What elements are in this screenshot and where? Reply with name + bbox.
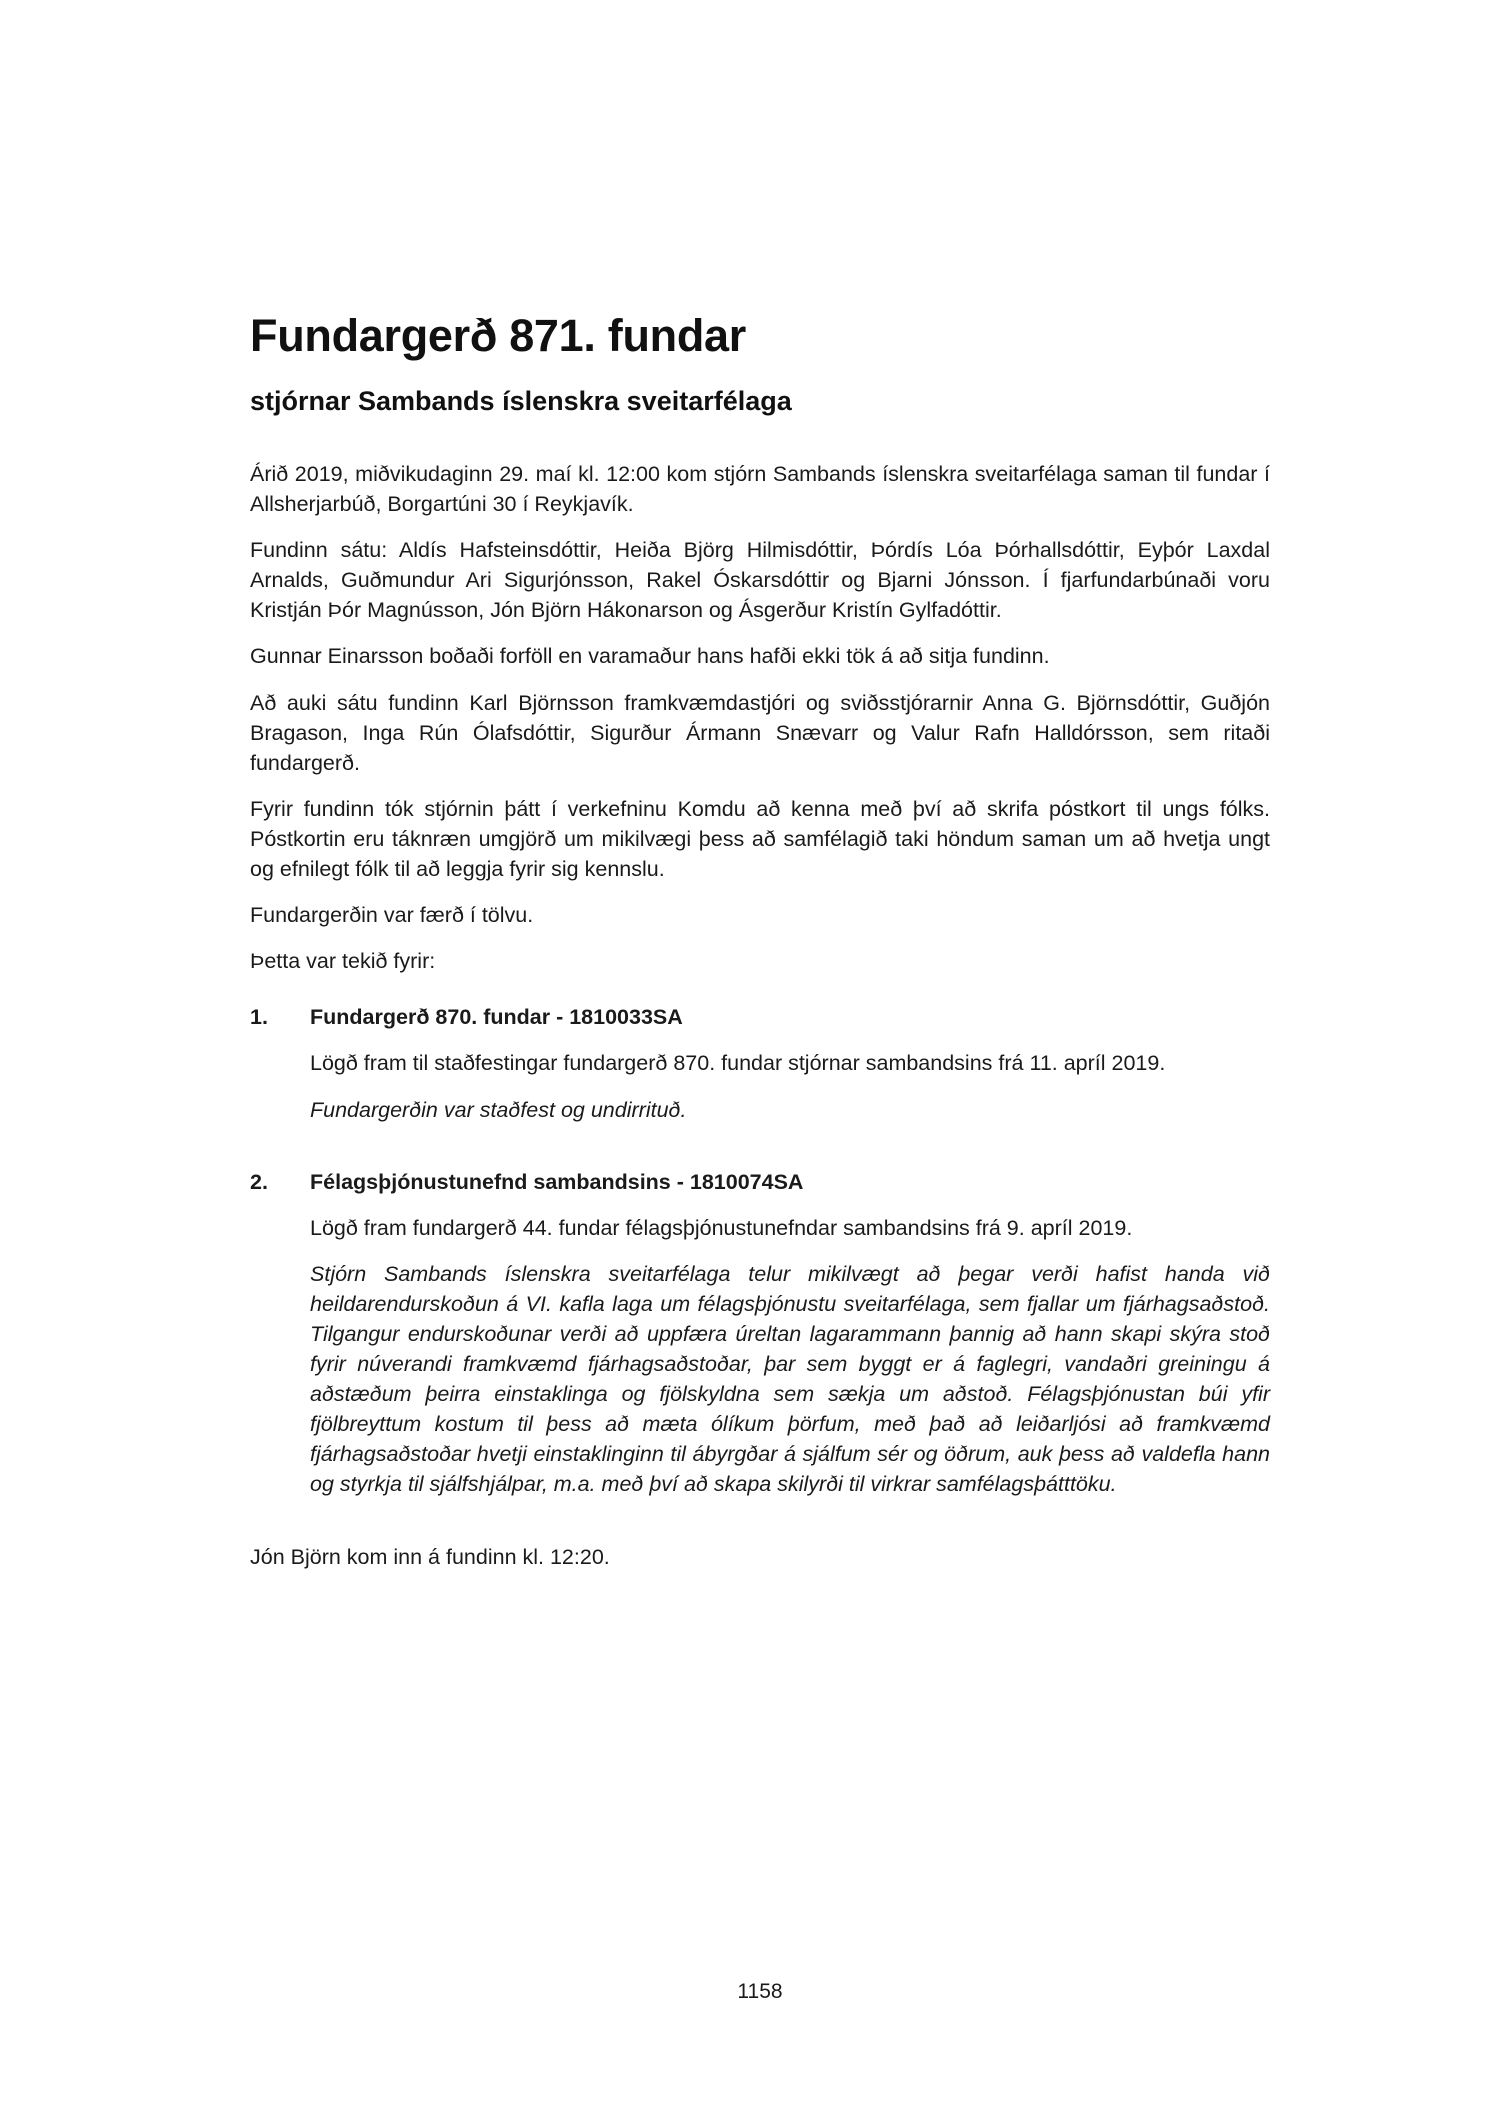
agenda-item-content bbox=[310, 1002, 1270, 1140]
paragraph-minutes-note: Fundargerðin var færð í tölvu. bbox=[250, 903, 534, 928]
agenda-item-2 bbox=[250, 1167, 1270, 1516]
agenda-item-heading: Félagsþjónustunefnd sambandsins - 1810074SA bbox=[310, 1169, 804, 1194]
agenda-item-body: Lögð fram til staðfestingar fundargerð 870. fundar stjórnar sambandsins frá 11. apríl 2019. bbox=[310, 1051, 1166, 1076]
agenda-item-heading: Fundargerð 870. fundar - 1810033SA bbox=[310, 1005, 683, 1030]
agenda-item-content bbox=[310, 1167, 1270, 1516]
paragraph-intro-date: Árið 2019, miðvikudaginn 29. maí kl. 12:00 kom stjórn Sambands íslenskra sveitarfélaga saman til fundar í Allsherjarbúð, Borgartúni 30 í Reykjavík. bbox=[250, 462, 1270, 517]
document-content bbox=[250, 310, 1270, 1588]
agenda-item-body: Lögð fram fundargerð 44. fundar félagsþjónustunefndar sambandsins frá 9. apríl 2019. bbox=[310, 1215, 1133, 1240]
paragraph-attendees: Fundinn sátu: Aldís Hafsteinsdóttir, Heiða Björg Hilmisdóttir, Þórdís Lóa Þórhallsdóttir, Eyþór Laxdal Arnalds, Guðmundur Ari Sigurjónsson, Rakel Óskarsdóttir og Bjarni Jónsson. Í fjarfundarbúnaði voru Kristján Þór Magnússon, Jón Björn Hákonarson og Ásgerður Kristín Gylfadóttir. bbox=[250, 538, 1270, 623]
paragraph-project: Fyrir fundinn tók stjórnin þátt í verkefninu Komdu að kenna með því að skrifa póstkort til ungs fólks. Póstkortin eru táknræn umgjörð um mikilvægi þess að samfélagið taki höndum saman um að hvetja ungt og efnilegt fólk til að leggja fyrir sig kennslu. bbox=[250, 796, 1270, 882]
agenda-item-resolution: Stjórn Sambands íslenskra sveitarfélaga telur mikilvægt að þegar verði hafist handa við heildarendurskoðun á VI. kafla laga um félagsþjónustu sveitarfélaga, sem fjallar um fjárhagsaðstoð. Tilgangur endurskoðunar verði að uppfæra úreltan lagarammann þannig að hann skapi skýra stoð fyrir núverandi framkvæmd fjárhagsaðstoðar, þar sem byggt er á faglegri, vandaðri greiningu á aðstæðum þeirra einstaklinga og fjölskyldna sem sækja um aðstoð. Félagsþjónustan búi yfir fjölbreyttum kostum til þess að mæta ólíkum þörfum, með það að leiðarljósi að framkvæmd fjárhagsaðstoðar hvetji einstaklinginn til ábyrgðar á sjálfum sér og öðrum, auk þess að valdefla hann og styrkja til sjálfshjálpar, m.a. með því að skapa skilyrði til virkrar samfélagsþátttöku. bbox=[310, 1261, 1270, 1497]
agenda-item-number: 2. bbox=[250, 1169, 268, 1194]
agenda-item-number: 1. bbox=[250, 1005, 268, 1030]
page-number: 1158 bbox=[737, 1980, 783, 2003]
paragraph-staff: Að auki sátu fundinn Karl Björnsson framkvæmdastjóri og sviðsstjórarnir Anna G. Björnsdóttir, Guðjón Bragason, Inga Rún Ólafsdóttir, Sigurður Ármann Snævarr og Valur Rafn Halldórsson, sem ritaði fundargerð. bbox=[250, 690, 1270, 775]
page-title: Fundargerð 871. fundar bbox=[250, 310, 746, 361]
paragraph-agenda-intro: Þetta var tekið fyrir: bbox=[250, 949, 436, 974]
agenda-item-1 bbox=[250, 1002, 1270, 1140]
agenda-item-resolution: Fundargerðin var staðfest og undirrituð. bbox=[310, 1097, 687, 1122]
paragraph-absence: Gunnar Einarsson boðaði forföll en varamaður hans hafði ekki tök á að sitja fundinn. bbox=[250, 644, 1050, 669]
paragraph-closing: Jón Björn kom inn á fundinn kl. 12:20. bbox=[250, 1544, 610, 1569]
page-subtitle: stjórnar Sambands íslenskra sveitarfélaga bbox=[250, 386, 792, 416]
